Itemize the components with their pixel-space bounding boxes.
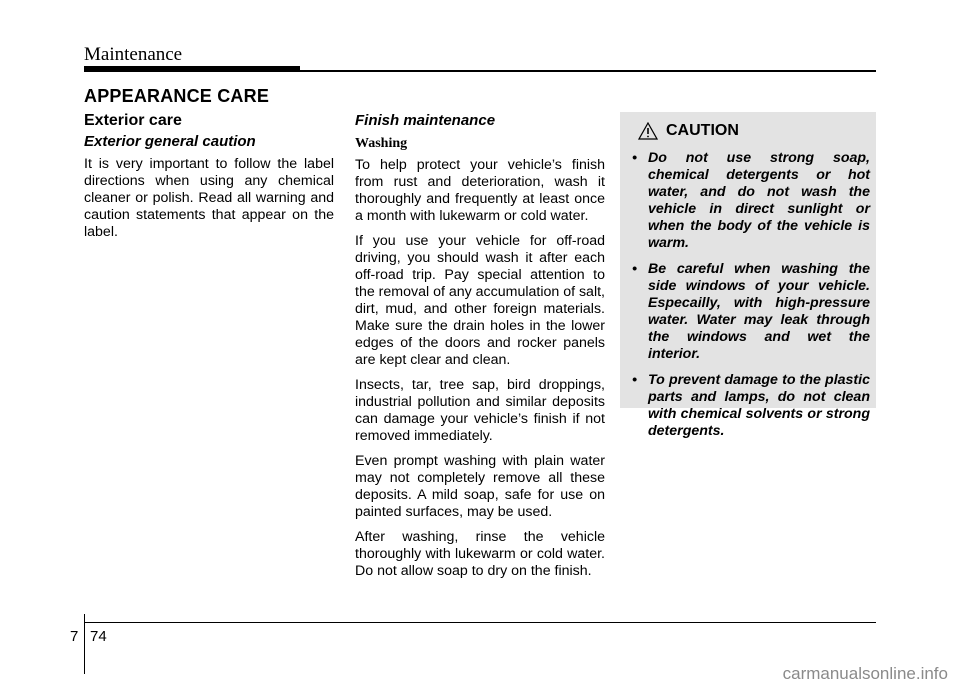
- section-title: APPEARANCE CARE: [84, 86, 270, 106]
- caution-item: • Do not use strong soap, chemical detergents or hot water, and do not wash the vehicle in direct sunlight or when the body of the vehicle is warm.: [632, 150, 870, 251]
- caution-box: [620, 112, 876, 439]
- caution-title: CAUTION: [666, 122, 739, 139]
- bullet-icon: •: [632, 261, 637, 277]
- bullet-icon: •: [632, 372, 637, 388]
- header-rule-thin: [300, 70, 876, 72]
- chapter-number: 7: [70, 628, 79, 645]
- header-rule-thick: [84, 66, 300, 72]
- header-title: Maintenance: [84, 44, 183, 65]
- page-number: 74: [90, 628, 107, 645]
- footer-rule-horizontal: [84, 622, 876, 623]
- exterior-care-heading: Exterior care: [84, 112, 182, 129]
- caution-list: [628, 150, 870, 449]
- middle-column: [355, 112, 605, 588]
- bullet-icon: •: [632, 150, 637, 166]
- caution-item: • Be careful when washing the side windows of your vehicle. Especailly, with high-pressure water. Water may leak through the windows and wet the interior.: [632, 261, 870, 362]
- footer-rule-vertical: [84, 614, 85, 674]
- finish-maintenance-subheading: Finish maintenance: [355, 112, 496, 129]
- exterior-caution-paragraph: It is very important to follow the label directions when using any chemical cleaner or polish. Read all warning and caution statements that appear on the label.: [84, 156, 334, 240]
- finish-paragraph: Even prompt washing with plain water may not completely remove all these deposits. A mild soap, safe for use on painted surfaces, may be used.: [355, 453, 605, 520]
- caution-header: [638, 122, 739, 140]
- watermark-link[interactable]: carmanualsonline.info: [782, 664, 948, 683]
- left-column: [84, 112, 334, 249]
- exterior-caution-subheading: Exterior general caution: [84, 133, 256, 150]
- washing-label: Washing: [355, 136, 408, 151]
- warning-triangle-icon: [638, 122, 658, 140]
- caution-item: • To prevent damage to the plastic parts and lamps, do not clean with chemical solvents or strong detergents.: [632, 372, 870, 439]
- finish-paragraph: After washing, rinse the vehicle thoroughly with lukewarm or cold water. Do not allow soap to dry on the finish.: [355, 529, 605, 579]
- finish-paragraph: To help protect your vehicle’s finish from rust and deterioration, wash it thoroughly and frequently at least once a month with lukewarm or cold water.: [355, 157, 605, 224]
- finish-paragraph: Insects, tar, tree sap, bird droppings, industrial pollution and similar deposits can damage your vehicle’s finish if not removed immediately.: [355, 377, 605, 444]
- finish-paragraph: If you use your vehicle for off-road driving, you should wash it after each off-road trip. Pay special attention to the removal of any accumulation of salt, dirt, mud, and other foreign materials. Make sure the drain holes in the lower edges of the doors and rocker panels are kept clear and clean.: [355, 233, 605, 368]
